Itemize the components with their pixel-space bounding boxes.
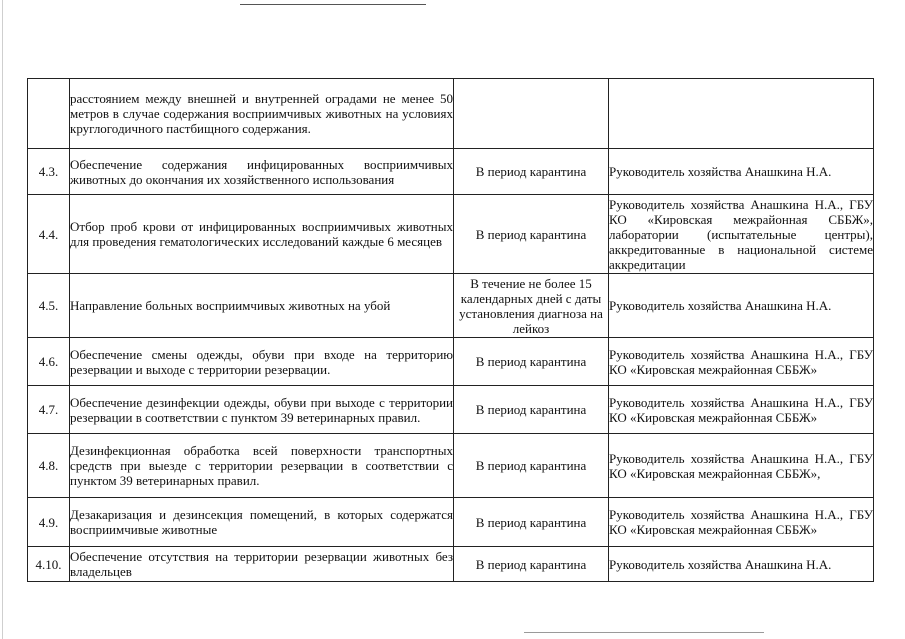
header-rule bbox=[240, 4, 426, 5]
responsible-cell bbox=[609, 338, 874, 386]
responsible-cell bbox=[609, 79, 874, 149]
responsible-text: Руководитель хозяйства Анашкина Н.А., ГБУ КО «Кировская межрайонная СББЖ», bbox=[609, 450, 873, 481]
table-row bbox=[28, 79, 874, 149]
row-number: 4.9. bbox=[28, 498, 70, 547]
deadline-cell: В период карантина bbox=[454, 338, 609, 386]
measure-cell bbox=[70, 195, 454, 274]
measure-text: Обеспечение смены одежды, обуви при входе на территорию резервации и выходе с территории резервации. bbox=[70, 346, 453, 377]
deadline-cell: В период карантина bbox=[454, 498, 609, 547]
row-number: 4.7. bbox=[28, 386, 70, 434]
deadline-cell: В период карантина bbox=[454, 195, 609, 274]
responsible-cell bbox=[609, 274, 874, 338]
responsible-cell bbox=[609, 386, 874, 434]
measure-cell bbox=[70, 338, 454, 386]
measure-text: Дезакаризация и дезинсекция помещений, в которых содержатся восприимчивые животные bbox=[70, 507, 453, 537]
deadline-cell: В течение не более 15 календарных дней с даты установления диагноза на лейкоз bbox=[454, 274, 609, 338]
table-row bbox=[28, 274, 874, 338]
measure-cell bbox=[70, 79, 454, 149]
row-number: 4.5. bbox=[28, 274, 70, 338]
deadline-cell: В период карантина bbox=[454, 149, 609, 195]
measure-text: расстоянием между внешней и внутренней оградами не менее 50 метров в случае содержания восприимчивых животных на условиях круглогодичного пастбищного содержания. bbox=[70, 91, 453, 136]
row-number: 4.8. bbox=[28, 434, 70, 498]
row-number bbox=[28, 79, 70, 149]
measure-text: Обеспечение содержания инфицированных восприимчивых животных до окончания их хозяйственного использования bbox=[70, 156, 453, 187]
measure-text: Дезинфекционная обработка всей поверхности транспортных средств при выезде с территории резервации в соответствии с пунктом 39 ветеринарных правил. bbox=[70, 443, 453, 488]
responsible-text: Руководитель хозяйства Анашкина Н.А. bbox=[609, 298, 832, 313]
row-number: 4.4. bbox=[28, 195, 70, 274]
measure-cell bbox=[70, 274, 454, 338]
footer-rule bbox=[524, 632, 764, 633]
measure-text: Обеспечение дезинфекции одежды, обуви при выходе с территории резервации в соответствии с пунктом 39 ветеринарных правил. bbox=[70, 394, 453, 425]
measure-cell bbox=[70, 149, 454, 195]
responsible-text: Руководитель хозяйства Анашкина Н.А., ГБУ КО «Кировская межрайонная СББЖ» bbox=[609, 507, 873, 537]
responsible-text: Руководитель хозяйства Анашкина Н.А., ГБУ КО «Кировская межрайонная СББЖ», лаборатории (испытательные центры), аккредитованные в национальной системе аккредитации bbox=[609, 196, 873, 272]
row-number: 4.10. bbox=[28, 547, 70, 582]
responsible-text: Руководитель хозяйства Анашкина Н.А. bbox=[609, 556, 832, 572]
responsible-cell bbox=[609, 498, 874, 547]
measures-table bbox=[27, 78, 874, 582]
deadline-cell bbox=[454, 79, 609, 149]
measure-text: Отбор проб крови от инфицированных восприимчивых животных для проведения гематологических исследований каждые 6 месяцев bbox=[70, 219, 453, 249]
page-edge-shadow bbox=[2, 0, 3, 639]
table-row bbox=[28, 547, 874, 582]
row-number: 4.3. bbox=[28, 149, 70, 195]
deadline-cell: В период карантина bbox=[454, 434, 609, 498]
table-row bbox=[28, 386, 874, 434]
responsible-cell bbox=[609, 195, 874, 274]
row-number: 4.6. bbox=[28, 338, 70, 386]
responsible-text: Руководитель хозяйства Анашкина Н.А., ГБУ КО «Кировская межрайонная СББЖ» bbox=[609, 394, 873, 425]
responsible-text: Руководитель хозяйства Анашкина Н.А., ГБУ КО «Кировская межрайонная СББЖ» bbox=[609, 346, 873, 377]
table-row bbox=[28, 149, 874, 195]
measure-cell bbox=[70, 386, 454, 434]
table-row bbox=[28, 195, 874, 274]
deadline-cell: В период карантина bbox=[454, 386, 609, 434]
deadline-cell: В период карантина bbox=[454, 547, 609, 582]
measure-cell bbox=[70, 434, 454, 498]
responsible-text: Руководитель хозяйства Анашкина Н.А. bbox=[609, 164, 832, 179]
table-row bbox=[28, 434, 874, 498]
table-row bbox=[28, 498, 874, 547]
responsible-cell bbox=[609, 434, 874, 498]
responsible-cell bbox=[609, 149, 874, 195]
measure-cell bbox=[70, 498, 454, 547]
responsible-cell bbox=[609, 547, 874, 582]
measure-text: Направление больных восприимчивых животных на убой bbox=[70, 298, 391, 313]
measure-cell bbox=[70, 547, 454, 582]
table-row bbox=[28, 338, 874, 386]
measure-text: Обеспечение отсутствия на территории резервации животных без владельцев bbox=[70, 549, 453, 579]
